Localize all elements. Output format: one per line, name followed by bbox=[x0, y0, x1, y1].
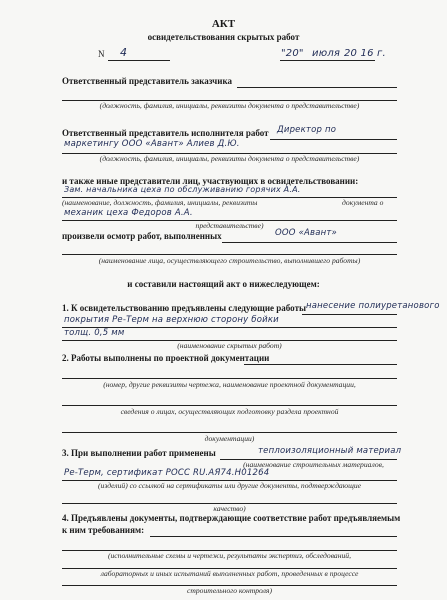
others-value-1: Зам. начальника цеха по обслуживанию горячих А.А. bbox=[64, 185, 301, 194]
item1-value-1: нанесение полиуретанового bbox=[306, 301, 440, 311]
performed-by-line bbox=[222, 242, 397, 243]
item2-caption-b: сведения о лицах, осуществляющих подготовку раздела проектной bbox=[120, 407, 339, 416]
number-label: N bbox=[98, 49, 105, 59]
contractor-rep-line bbox=[270, 139, 397, 140]
item2-line-1 bbox=[244, 364, 397, 365]
number-value: 4 bbox=[120, 46, 128, 59]
item4-line-1 bbox=[150, 536, 397, 537]
contractor-rep-caption: (должность, фамилия, инициалы, реквизиты документа о представительстве) bbox=[99, 154, 360, 163]
customer-rep-line bbox=[237, 87, 397, 88]
item4-caption-c: строительного контроля) bbox=[187, 586, 272, 595]
item1-value-3: толщ. 0,5 мм bbox=[64, 328, 125, 338]
date-day: "20" bbox=[281, 48, 304, 59]
item3-caption-c: качество) bbox=[213, 504, 246, 513]
item2-line-3 bbox=[62, 405, 397, 406]
item1-value-2: покрытия Ре-Терм на верхнюю сторону бойки bbox=[64, 315, 279, 325]
item4-caption-b: лабораторных и иных испытаний выполненных работ, проведенных в процессе bbox=[100, 569, 359, 578]
item2-line-2 bbox=[62, 378, 397, 379]
date-month: июля bbox=[312, 48, 341, 59]
contractor-rep-value-1: Директор по bbox=[277, 125, 337, 135]
document-title: АКТ bbox=[211, 18, 236, 30]
others-label: и также иные представители лиц, участвующих в освидетельствовании: bbox=[62, 176, 359, 186]
item3-value-2: Ре-Терм, сертификат РОСС RU.АЯ74.Н01264 bbox=[64, 468, 270, 478]
item4-label-2: к ним требованиям: bbox=[62, 525, 145, 535]
item3-caption-a: (наименование строительных материалов, bbox=[243, 460, 384, 469]
item1-label: 1. К освидетельствованию предъявлены следующие работы bbox=[62, 303, 307, 313]
date-line bbox=[280, 60, 375, 61]
others-value-2: механик цеха Федоров А.А. bbox=[64, 208, 193, 218]
item3-value-1: теплоизоляционный материал bbox=[258, 446, 402, 456]
others-caption-b: документа о bbox=[342, 198, 384, 207]
contractor-rep-label: Ответственный представитель исполнителя работ bbox=[62, 128, 269, 138]
performed-by-line-2 bbox=[62, 254, 397, 255]
others-caption-a: (наименование, должность, фамилия, инициалы, реквизиты bbox=[62, 198, 258, 207]
item4-label-1: 4. Предъявлены документы, подтверждающие соответствие работ предъявляемым bbox=[62, 513, 401, 523]
item2-label: 2. Работы выполнены по проектной документации bbox=[62, 353, 270, 363]
item1-line-1 bbox=[302, 314, 397, 315]
item2-line-4 bbox=[62, 432, 397, 433]
customer-rep-label: Ответственный представитель заказчика bbox=[62, 76, 232, 86]
compiled-heading: и составили настоящий акт о нижеследующем: bbox=[127, 279, 320, 289]
item2-caption-a: (номер, другие реквизиты чертежа, наименование проектной документации, bbox=[103, 380, 356, 389]
item3-caption-b: (изделий) со ссылкой на сертификаты или другие документы, подтверждающие bbox=[98, 481, 361, 490]
date-year: 20 16 г. bbox=[344, 48, 386, 59]
performed-by-caption: (наименование лица, осуществляющего строительство, выполнившего работы) bbox=[98, 256, 361, 265]
performed-by-value: ООО «Авант» bbox=[275, 228, 338, 238]
contractor-rep-value-2: маркетингу ООО «Авант» Алиев Д.Ю. bbox=[64, 139, 240, 149]
number-line bbox=[108, 60, 170, 61]
customer-rep-caption: (должность, фамилия, инициалы, реквизиты документа о представительстве) bbox=[99, 101, 360, 110]
item2-caption-c: документации) bbox=[204, 434, 255, 443]
document-subtitle: освидетельствования скрытых работ bbox=[147, 32, 300, 42]
others-caption-c: представительстве) bbox=[195, 221, 264, 230]
item1-caption: (наименование скрытых работ) bbox=[177, 341, 282, 350]
item3-label: 3. При выполнении работ применены bbox=[62, 448, 216, 458]
item4-caption-a: (исполнительные схемы и чертежи, результаты экспертиз, обследований, bbox=[107, 551, 351, 560]
performed-by-label: произвели осмотр работ, выполненных bbox=[62, 231, 222, 241]
